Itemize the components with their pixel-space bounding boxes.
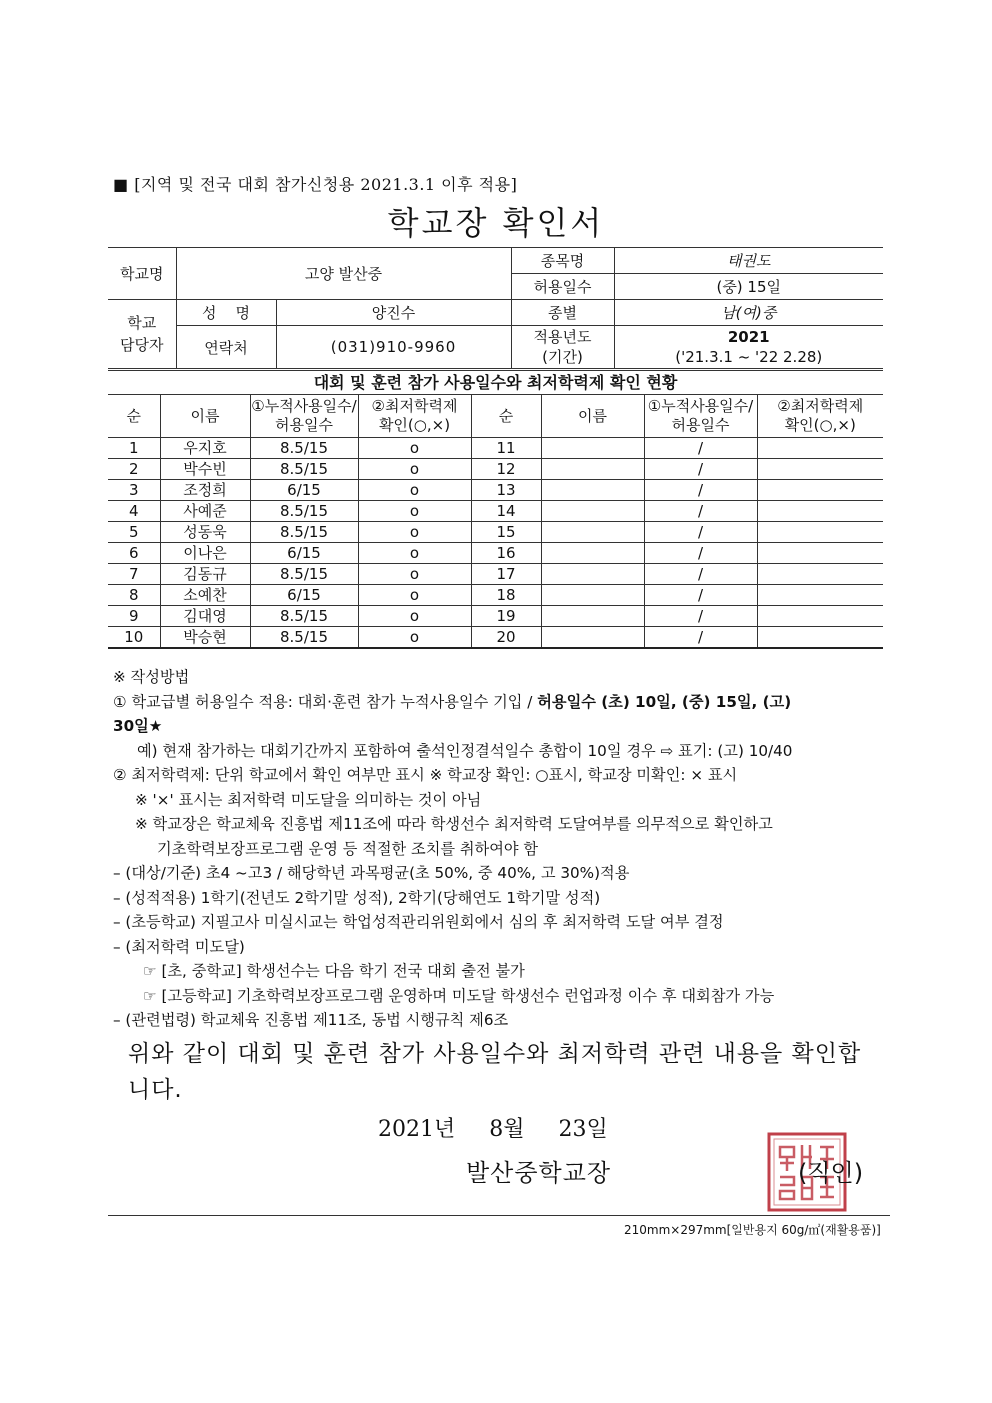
- header-name: 이름: [160, 395, 250, 438]
- row-check: o: [358, 522, 471, 543]
- header-days: [250, 395, 358, 438]
- note-principal-duty: ※ 학교장은 학교체육 진흥법 제11조에 따라 학생선수 최저학력 도달여부를 의무적으로 확인하고: [135, 815, 773, 833]
- manager-label-line2: 담당자: [120, 336, 164, 354]
- seal-mark-label: (직인): [798, 1159, 864, 1187]
- row-check-2: [757, 522, 883, 543]
- table-row: [108, 522, 883, 543]
- header-check-line1: ②최저학력제: [371, 397, 458, 415]
- row-no: 6: [108, 543, 160, 564]
- row-no: 8: [108, 585, 160, 606]
- row-name: 박수빈: [160, 459, 250, 480]
- header-days-2: [644, 395, 757, 438]
- row-days: 8.5/15: [250, 606, 358, 627]
- contact-label: 연락처: [176, 326, 276, 369]
- header-no-2: 순: [471, 395, 541, 438]
- row-name-2: [541, 564, 644, 585]
- row-check: o: [358, 459, 471, 480]
- row-check-2: [757, 438, 883, 459]
- row-no-2: 15: [471, 522, 541, 543]
- sport-value: 태권도: [614, 248, 883, 274]
- note-1-cont: 30일★: [113, 717, 163, 735]
- table-row: [108, 627, 883, 649]
- note-unmet-high: ☞ [고등학교] 기초학력보장프로그램 운영하며 미도달 학생선수 런업과정 이수 후 대회참가 가능: [143, 986, 775, 1005]
- row-no-2: 17: [471, 564, 541, 585]
- gender-value: 남(여)중: [614, 300, 883, 326]
- row-days-2: /: [644, 606, 757, 627]
- row-name: 우지호: [160, 438, 250, 459]
- students-header-row: [108, 395, 883, 438]
- row-name-2: [541, 501, 644, 522]
- note-x-meaning: ※ '×' 표시는 최저학력 미도달을 의미하는 것이 아님: [135, 790, 482, 809]
- bottom-divider: [108, 1215, 890, 1216]
- period-value-line: ('21.3.1 ~ '22 2.28): [675, 348, 823, 366]
- table-row: [108, 543, 883, 564]
- row-check: o: [358, 606, 471, 627]
- manager-label: [108, 300, 176, 369]
- row-days-2: /: [644, 585, 757, 606]
- sport-label: 종목명: [511, 248, 614, 274]
- row-days: 8.5/15: [250, 459, 358, 480]
- row-name: 성동욱: [160, 522, 250, 543]
- row-check-2: [757, 627, 883, 649]
- header-check2-line2: 확인(○,×): [784, 416, 856, 434]
- year-label: [511, 326, 614, 369]
- school-value: 고양 발산중: [176, 248, 511, 300]
- row-days: 8.5/15: [250, 501, 358, 522]
- row-no: 9: [108, 606, 160, 627]
- row-days-2: /: [644, 543, 757, 564]
- note-principal-duty-cont: 기초학력보장프로그램 운영 등 적절한 조치를 취하여야 함: [157, 839, 539, 858]
- name-value: 양진수: [276, 300, 511, 326]
- note-1-emphasis: 허용일수 (초) 10일, (중) 15일, (고): [537, 692, 792, 711]
- allowed-days-label: 허용일수: [511, 274, 614, 300]
- year-value: [614, 326, 883, 369]
- row-name: 조정희: [160, 480, 250, 501]
- row-name-2: [541, 522, 644, 543]
- table-row: [108, 438, 883, 459]
- date-year: 2021년: [378, 1117, 456, 1142]
- row-no: 4: [108, 501, 160, 522]
- row-check: o: [358, 501, 471, 522]
- row-no: 7: [108, 564, 160, 585]
- row-check: o: [358, 564, 471, 585]
- year-label-line1: 적용년도: [533, 328, 592, 346]
- row-days-2: /: [644, 438, 757, 459]
- table-row: [108, 564, 883, 585]
- row-check-2: [757, 501, 883, 522]
- row-days: 6/15: [250, 543, 358, 564]
- confirmation-line2: 니다.: [128, 1077, 183, 1103]
- header-days2-line2: 허용일수: [671, 416, 730, 434]
- header-check-line2: 확인(○,×): [378, 416, 451, 434]
- row-no: 3: [108, 480, 160, 501]
- row-name-2: [541, 627, 644, 649]
- year-value-line: 2021: [727, 328, 770, 346]
- row-days-2: /: [644, 564, 757, 585]
- row-days-2: /: [644, 627, 757, 649]
- note-2: ② 최저학력제: 단위 학교에서 확인 여부만 표시 ※ 학교장 확인: ○표시, 학교장 미확인: × 표시: [113, 766, 738, 784]
- row-days: 8.5/15: [250, 522, 358, 543]
- row-check-2: [757, 480, 883, 501]
- manager-label-line1: 학교: [127, 314, 157, 332]
- row-no-2: 20: [471, 627, 541, 649]
- writing-instructions: [113, 665, 888, 1033]
- note-target: – (대상/기준) 초4 ~고3 / 해당학년 과목평균(초 50%, 중 40%, 고 30%)적용: [113, 864, 630, 882]
- section-title: 대회 및 훈련 참가 사용일수와 최저학력제 확인 현황: [108, 370, 883, 395]
- students-table: [108, 394, 883, 649]
- table-row: [108, 459, 883, 480]
- confirmation-statement: [128, 1036, 873, 1108]
- row-name: 박승현: [160, 627, 250, 649]
- date-day: 23일: [558, 1117, 608, 1142]
- note-1: [113, 690, 888, 715]
- form-usage-note: ■ [지역 및 전국 대회 참가신청용 2021.3.1 이후 적용]: [113, 175, 518, 194]
- row-no: 5: [108, 522, 160, 543]
- header-check: [358, 395, 471, 438]
- row-name: 이나은: [160, 543, 250, 564]
- table-row: [108, 480, 883, 501]
- row-days-2: /: [644, 501, 757, 522]
- contact-value: (031)910-9960: [276, 326, 511, 369]
- note-1-text: ① 학교급별 허용일수 적용: 대회·훈련 참가 누적사용일수 기입 /: [113, 692, 538, 711]
- row-no-2: 14: [471, 501, 541, 522]
- date-month: 8월: [489, 1117, 525, 1142]
- table-row: [108, 501, 883, 522]
- header-days-line2: 허용일수: [275, 416, 333, 434]
- row-name-2: [541, 543, 644, 564]
- row-check: o: [358, 480, 471, 501]
- row-check: o: [358, 438, 471, 459]
- row-name-2: [541, 585, 644, 606]
- note-unmet: – (최저학력 미도달): [113, 937, 245, 956]
- row-name: 김대영: [160, 606, 250, 627]
- row-days-2: /: [644, 459, 757, 480]
- row-no: 1: [108, 438, 160, 459]
- row-name: 사예준: [160, 501, 250, 522]
- gender-label: 종별: [511, 300, 614, 326]
- header-days2-line1: ①누적사용일수/: [647, 397, 754, 415]
- row-name-2: [541, 606, 644, 627]
- row-days: 8.5/15: [250, 564, 358, 585]
- principal-title: 발산중학교장: [466, 1159, 612, 1187]
- row-no-2: 11: [471, 438, 541, 459]
- header-no: 순: [108, 395, 160, 438]
- note-law: – (관련법령) 학교체육 진흥법 제11조, 동법 시행규칙 제6조: [113, 1011, 509, 1029]
- row-no-2: 18: [471, 585, 541, 606]
- note-elementary: – (초등학교) 지필고사 미실시교는 학업성적관리위원회에서 심의 후 최저학력 도달 여부 결정: [113, 913, 724, 931]
- row-check-2: [757, 585, 883, 606]
- note-example: 예) 현재 참가하는 대회기간까지 포함하여 출석인정결석일수 총합이 10일 경우 ⇨ 표기: (고) 10/40: [137, 741, 793, 760]
- paper-spec: 210mm×297mm[일반용지 60g/㎡(재활용품)]: [624, 1223, 881, 1237]
- row-no-2: 16: [471, 543, 541, 564]
- school-label: 학교명: [108, 248, 176, 300]
- header-name-2: 이름: [541, 395, 644, 438]
- row-no-2: 13: [471, 480, 541, 501]
- row-check: o: [358, 585, 471, 606]
- row-check-2: [757, 459, 883, 480]
- note-unmet-middle: ☞ [초, 중학교] 학생선수는 다음 학기 전국 대회 출전 불가: [143, 962, 525, 980]
- school-info-table: [108, 247, 883, 369]
- allowed-days-value: (중) 15일: [614, 274, 883, 300]
- name-label: 성 명: [176, 300, 276, 326]
- row-name-2: [541, 438, 644, 459]
- notes-heading: ※ 작성방법: [113, 668, 190, 686]
- row-no-2: 12: [471, 459, 541, 480]
- row-no-2: 19: [471, 606, 541, 627]
- row-days-2: /: [644, 522, 757, 543]
- row-check-2: [757, 564, 883, 585]
- row-days: 6/15: [250, 585, 358, 606]
- row-days: 8.5/15: [250, 438, 358, 459]
- row-no: 2: [108, 459, 160, 480]
- row-name-2: [541, 480, 644, 501]
- header-check-2: [757, 395, 883, 438]
- row-days-2: /: [644, 480, 757, 501]
- note-grades: – (성적적용) 1학기(전년도 2학기말 성적), 2학기(당해연도 1학기말 성적): [113, 888, 601, 907]
- row-name: 김동규: [160, 564, 250, 585]
- row-days: 8.5/15: [250, 627, 358, 649]
- row-check: o: [358, 627, 471, 649]
- row-check-2: [757, 543, 883, 564]
- row-no: 10: [108, 627, 160, 649]
- table-row: [108, 606, 883, 627]
- header-days-line1: ①누적사용일수/: [251, 397, 357, 415]
- row-check: o: [358, 543, 471, 564]
- header-check2-line1: ②최저학력제: [777, 397, 864, 415]
- row-name-2: [541, 459, 644, 480]
- document-title: 학교장 확인서: [387, 204, 605, 242]
- issue-date: [378, 1112, 608, 1143]
- row-name: 소예찬: [160, 585, 250, 606]
- confirmation-line1: 위와 같이 대회 및 훈련 참가 사용일수와 최저학력 관련 내용을 확인합: [128, 1041, 862, 1067]
- table-row: [108, 585, 883, 606]
- row-check-2: [757, 606, 883, 627]
- row-days: 6/15: [250, 480, 358, 501]
- year-label-line2: (기간): [542, 348, 583, 366]
